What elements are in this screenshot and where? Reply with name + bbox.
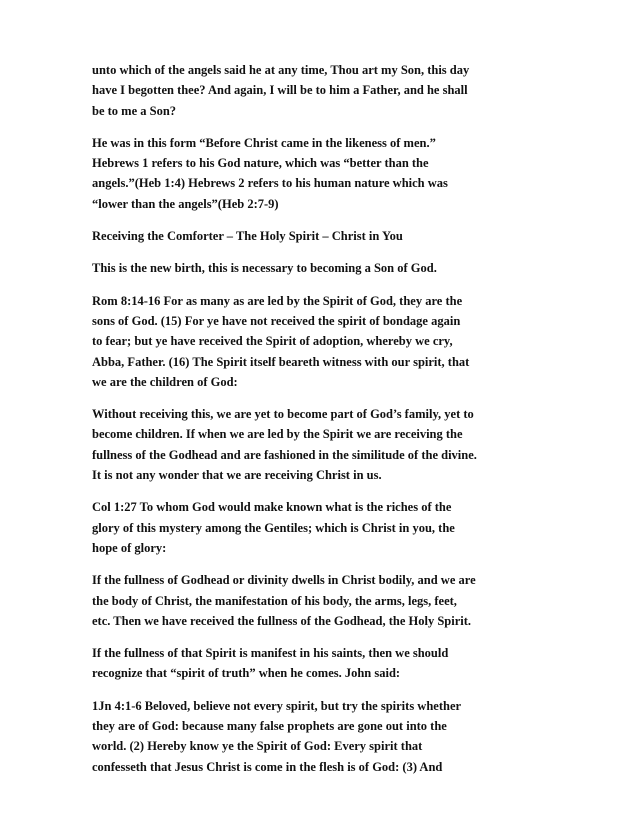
text-line: world. (2) Hereby know ye the Spirit of God: Every spirit that: [92, 739, 423, 754]
text-line: Col 1:27 To whom God would make known what is the riches of the: [92, 500, 452, 515]
text-line: we are the children of God:: [92, 374, 238, 389]
paragraph: [92, 696, 550, 777]
paragraph: [92, 291, 550, 392]
text-line: angels.”(Heb 1:4) Hebrews 2 refers to his human nature which was: [92, 176, 448, 191]
text-line: unto which of the angels said he at any time, Thou art my Son, this day: [92, 63, 470, 77]
paragraph: [92, 226, 550, 246]
text-line: confesseth that Jesus Christ is come in the flesh is of God: (3) And: [92, 759, 443, 774]
text-line: etc. Then we have received the fullness of the Godhead, the Holy Spirit.: [92, 613, 472, 628]
text-line: to fear; but ye have received the Spirit of adoption, whereby we cry,: [92, 334, 453, 349]
text-line: Rom 8:14-16 For as many as are led by the Spirit of God, they are the: [92, 293, 463, 308]
text-line: Hebrews 1 refers to his God nature, which was “better than the: [92, 156, 429, 171]
text-line: be to me a Son?: [92, 103, 177, 118]
text-line: If the fullness of that Spirit is manifest in his saints, then we should: [92, 646, 449, 661]
text-line: “lower than the angels”(Heb 2:7-9): [92, 196, 279, 211]
paragraph: [92, 133, 550, 214]
text-line: become children. If when we are led by the Spirit we are receiving the: [92, 427, 463, 442]
paragraph: [92, 643, 550, 684]
text-line: Without receiving this, we are yet to become part of God’s family, yet to: [92, 407, 474, 422]
text-line: have I begotten thee? And again, I will be to him a Father, and he shall: [92, 83, 468, 98]
paragraph: [92, 497, 550, 558]
text-line: Receiving the Comforter – The Holy Spirit – Christ in You: [92, 229, 403, 244]
text-line: He was in this form “Before Christ came in the likeness of men.”: [92, 135, 436, 150]
text-line: fullness of the Godhead and are fashioned in the similitude of the divine.: [92, 447, 477, 462]
paragraph: [92, 60, 550, 121]
text-line: Abba, Father. (16) The Spirit itself beareth witness with our spirit, that: [92, 354, 470, 369]
document-body: [92, 60, 550, 789]
text-line: the body of Christ, the manifestation of his body, the arms, legs, feet,: [92, 593, 457, 608]
paragraph: [92, 570, 550, 631]
text-line: sons of God. (15) For ye have not received the spirit of bondage again: [92, 313, 461, 328]
paragraph: [92, 258, 550, 278]
paragraph: [92, 404, 550, 485]
text-line: recognize that “spirit of truth” when he comes. John said:: [92, 666, 401, 681]
text-line: hope of glory:: [92, 540, 167, 555]
text-line: glory of this mystery among the Gentiles; which is Christ in you, the: [92, 520, 455, 535]
text-line: This is the new birth, this is necessary to becoming a Son of God.: [92, 261, 437, 276]
text-line: It is not any wonder that we are receiving Christ in us.: [92, 468, 382, 483]
text-line: If the fullness of Godhead or divinity dwells in Christ bodily, and we are: [92, 573, 476, 588]
text-line: 1Jn 4:1-6 Beloved, believe not every spirit, but try the spirits whether: [92, 698, 462, 713]
text-line: they are of God: because many false prophets are gone out into the: [92, 719, 447, 734]
